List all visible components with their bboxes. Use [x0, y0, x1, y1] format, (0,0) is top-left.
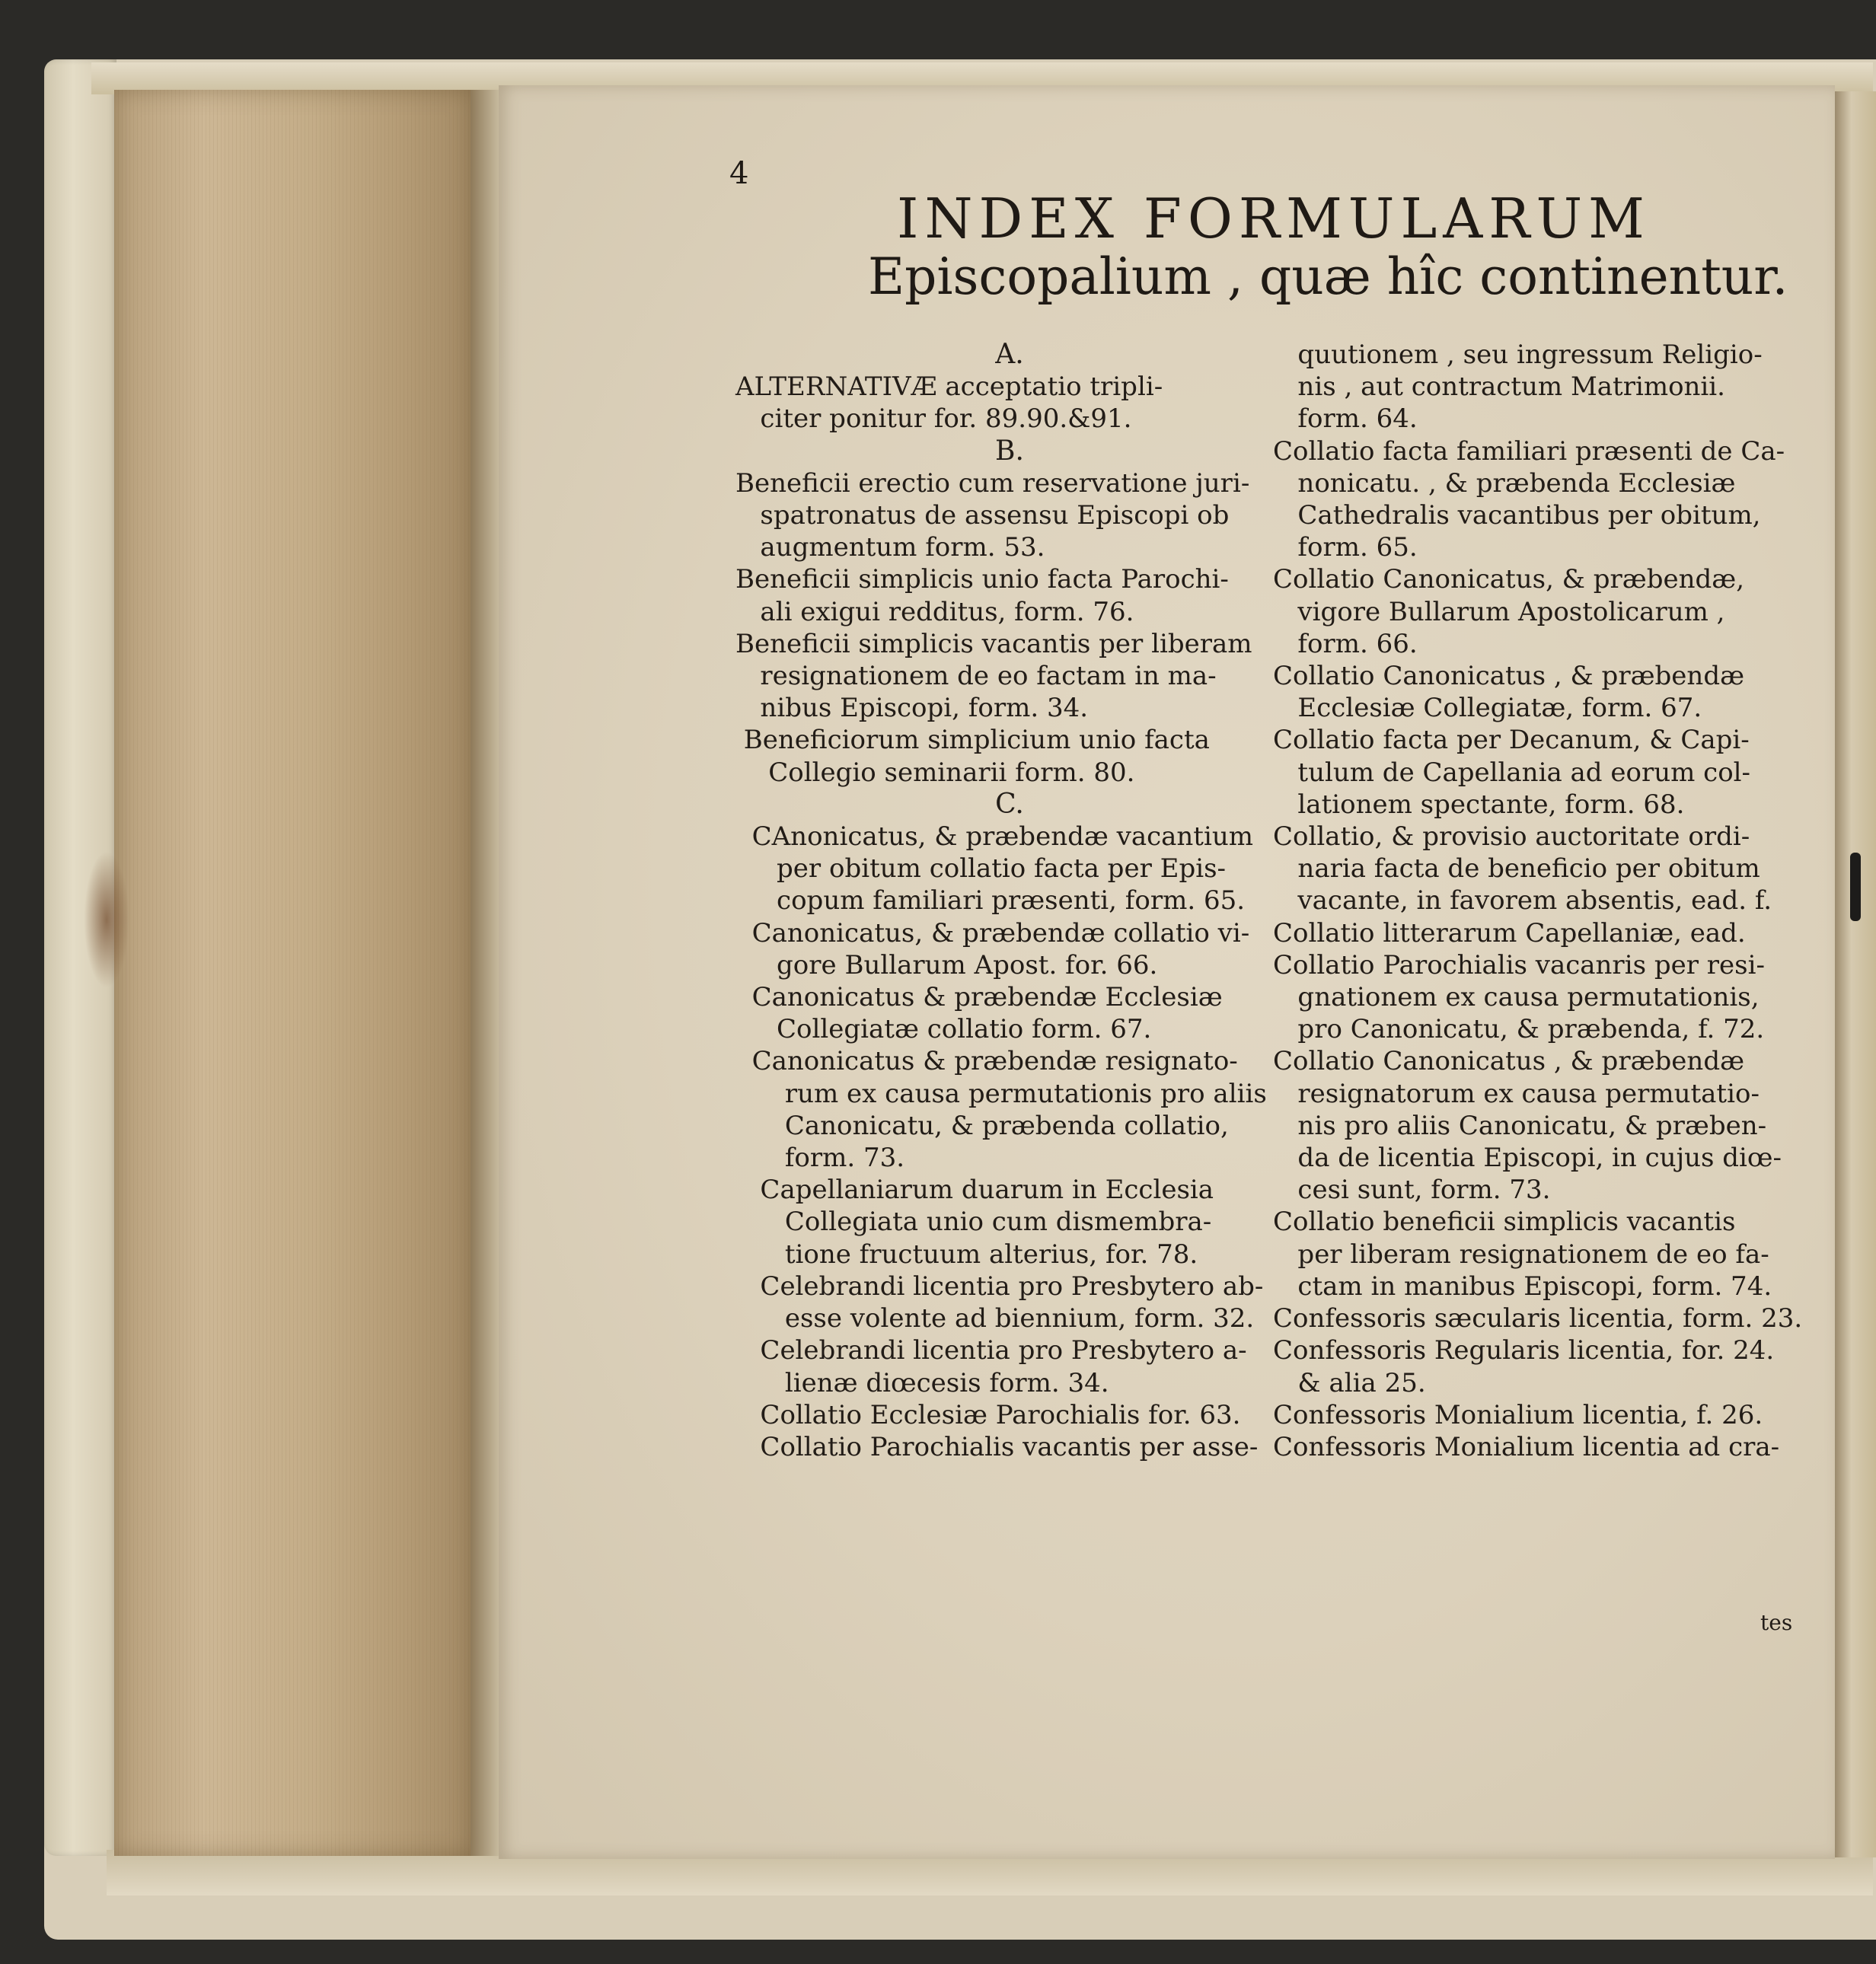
index-entry-line: Celebrandi licentia pro Presbytero a-: [735, 1335, 1247, 1366]
index-entry-line: augmentum form. 53.: [735, 532, 1045, 563]
index-entry-line: Capellaniarum duarum in Ecclesia: [735, 1175, 1214, 1206]
facing-page-mark: [1850, 853, 1861, 921]
index-entry-line: Beneficii simplicis vacantis per liberam: [735, 628, 1252, 659]
index-entry-line: gnationem ex causa permutationis,: [1273, 982, 1760, 1013]
index-entry-line: Collatio Ecclesiæ Parochialis for. 63.: [735, 1399, 1241, 1430]
index-entry-line: per liberam resignationem de eo fa-: [1273, 1239, 1769, 1270]
index-entry-line: Confessoris Monialium licentia ad cra-: [1273, 1431, 1780, 1462]
index-entry-line: Collatio litterarum Capellaniæ, ead.: [1273, 917, 1746, 949]
index-column-left: [735, 339, 1284, 1463]
page-number: 4: [729, 156, 749, 191]
index-entry-line: lienæ diœcesis form. 34.: [735, 1367, 1109, 1398]
index-entry-line: quutionem , seu ingressum Religio-: [1273, 340, 1763, 370]
index-entry-line: Collatio Canonicatus , & præbendæ: [1273, 661, 1745, 692]
index-entry-line: ali exigui redditus, form. 76.: [735, 596, 1134, 627]
page-subtitle: Episcopalium , quæ hîc continentur.: [868, 247, 1788, 306]
index-entry-line: Ecclesiæ Collegiatæ, form. 67.: [1273, 693, 1702, 724]
index-entry-line: Collegiatæ collatio form. 67.: [735, 1014, 1152, 1045]
index-entry-line: Confessoris Regularis licentia, for. 24.: [1273, 1335, 1775, 1366]
index-entry-line: Canonicatu, & præbenda collatio,: [735, 1110, 1229, 1141]
index-entry-line: pro Canonicatu, & præbenda, f. 72.: [1273, 1014, 1765, 1045]
index-entry-line: lationem spectante, form. 68.: [1273, 789, 1685, 820]
index-entry-line: Collatio Canonicatus, & præbendæ,: [1273, 564, 1745, 595]
index-entry-line: form. 73.: [735, 1143, 905, 1174]
index-entry-line: Cathedralis vacantibus per obitum,: [1273, 500, 1761, 531]
index-entry-line: Canonicatus, & præbendæ collatio vi-: [735, 917, 1250, 949]
index-entry-line: Confessoris sæcularis licentia, form. 23.: [1273, 1303, 1803, 1334]
index-entry-line: vacante, in favorem absentis, ead. f.: [1273, 885, 1772, 917]
index-entry-line: tione fructuum alterius, for. 78.: [735, 1239, 1198, 1270]
index-entry-line: gore Bullarum Apost. for. 66.: [735, 949, 1158, 980]
facing-page-edge: [1835, 91, 1876, 1857]
index-entry-line: ctam in manibus Episcopi, form. 74.: [1273, 1271, 1772, 1302]
index-entry-line: resignatorum ex causa permutatio-: [1273, 1078, 1760, 1109]
index-entry-line: citer ponitur for. 89.90.&91.: [735, 403, 1132, 435]
index-entry-line: ALTERNATIVÆ acceptatio tripli-: [735, 371, 1163, 403]
index-entry-line: form. 66.: [1273, 628, 1418, 659]
index-entry-line: Beneficiorum simplicium unio facta: [735, 725, 1210, 756]
index-entry-line: cesi sunt, form. 73.: [1273, 1175, 1551, 1206]
index-entry-line: resignationem de eo factam in ma-: [735, 661, 1217, 692]
index-entry-line: Canonicatus & præbendæ Ecclesiæ: [735, 982, 1223, 1013]
index-entry-line: Confessoris Monialium licentia, f. 26.: [1273, 1399, 1763, 1430]
index-column-right: [1273, 339, 1806, 1463]
index-entry-line: CAnonicatus, & præbendæ vacantium: [735, 821, 1253, 853]
index-entry-line: Celebrandi licentia pro Presbytero ab-: [735, 1271, 1264, 1302]
index-entry-line: form. 65.: [1273, 532, 1418, 563]
index-entry-line: nis pro aliis Canonicatu, & præben-: [1273, 1110, 1767, 1141]
catchword: tes: [1760, 1610, 1793, 1635]
index-entry-line: rum ex causa permutationis pro aliis: [735, 1078, 1267, 1109]
page-title: INDEX FORMULARUM: [897, 187, 1651, 250]
index-entry-line: Collatio facta familiari præsenti de Ca-: [1273, 435, 1785, 467]
index-entry-line: Beneficii erectio cum reservatione juri-: [735, 467, 1250, 499]
index-letter-heading: A.: [995, 339, 1024, 370]
page-block-edge: [114, 90, 472, 1856]
index-entry-line: Canonicatus & præbendæ resignato-: [735, 1046, 1238, 1077]
index-entry-line: Collatio beneficii simplicis vacantis: [1273, 1207, 1736, 1238]
edge-stain: [84, 851, 129, 988]
index-entry-line: form. 64.: [1273, 403, 1418, 435]
index-entry-line: nis , aut contractum Matrimonii.: [1273, 371, 1725, 403]
index-entry-line: da de licentia Episcopi, in cujus diœ-: [1273, 1143, 1782, 1174]
index-letter-heading: C.: [995, 788, 1024, 820]
index-entry-line: Collatio Canonicatus , & præbendæ: [1273, 1046, 1745, 1077]
index-entry-line: tulum de Capellania ad eorum col-: [1273, 757, 1751, 788]
index-entry-line: Collatio, & provisio auctoritate ordi-: [1273, 821, 1750, 853]
index-entry-line: vigore Bullarum Apostolicarum ,: [1273, 596, 1725, 627]
index-entry-line: per obitum collatio facta per Epis-: [735, 853, 1227, 885]
index-entry-line: spatronatus de assensu Episcopi ob: [735, 500, 1230, 531]
index-entry-line: naria facta de beneficio per obitum: [1273, 853, 1760, 885]
index-entry-line: esse volente ad biennium, form. 32.: [735, 1303, 1255, 1334]
index-entry-line: Collatio Parochialis vacanris per resi-: [1273, 949, 1765, 980]
index-entry-line: Collegiata unio cum dismembra-: [735, 1207, 1212, 1238]
index-entry-line: nonicatu. , & præbenda Ecclesiæ: [1273, 467, 1736, 499]
index-entry-line: & alia 25.: [1273, 1367, 1426, 1398]
page-gutter: [471, 90, 501, 1856]
index-entry-line: Collatio facta per Decanum, & Capi-: [1273, 725, 1750, 756]
index-entry-line: nibus Episcopi, form. 34.: [735, 693, 1089, 724]
index-entry-line: Collatio Parochialis vacantis per asse-: [735, 1431, 1259, 1462]
index-letter-heading: B.: [995, 435, 1024, 467]
index-entry-line: Collegio seminarii form. 80.: [735, 757, 1135, 788]
index-entry-line: Beneficii simplicis unio facta Parochi-: [735, 564, 1229, 595]
index-entry-line: copum familiari præsenti, form. 65.: [735, 885, 1246, 917]
